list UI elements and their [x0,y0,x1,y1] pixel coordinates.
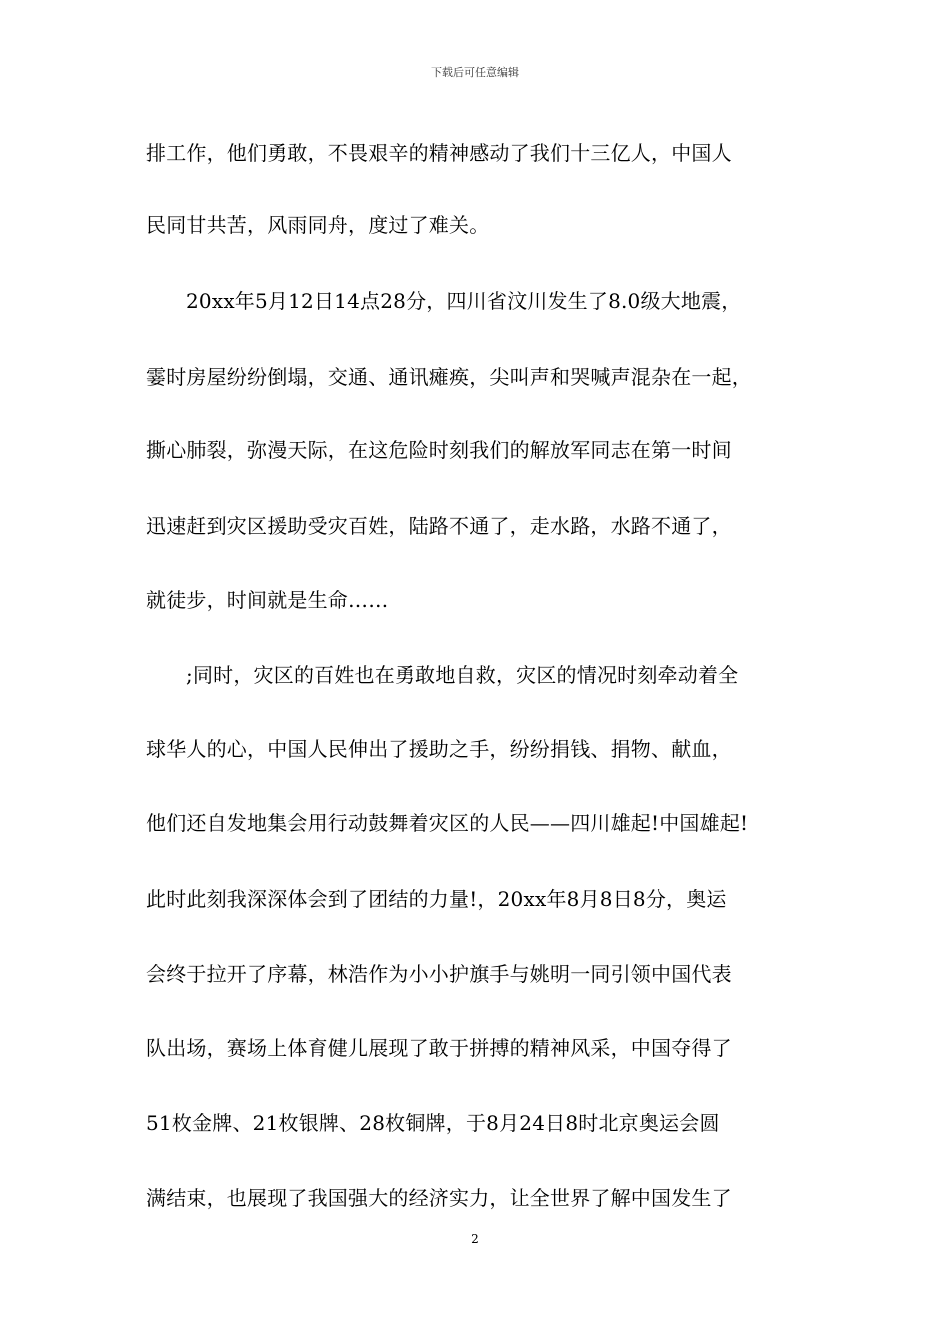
text-line: 51枚金牌、21枚银牌、28枚铜牌，于8月24日8时北京奥运会圆 [146,1111,720,1135]
page-number: 2 [471,1232,479,1246]
text-line: 民同甘共苦，风雨同舟，度过了难关。 [146,213,490,237]
text-line: 霎时房屋纷纷倒塌，交通、通讯瘫痪，尖叫声和哭喊声混杂在一起， [146,365,752,389]
text-line: 队出场，赛场上体育健儿展现了敢于拼搏的精神风采，中国夺得了 [146,1036,732,1060]
text-line: 球华人的心，中国人民伸出了援助之手，纷纷捐钱、捐物、献血， [146,737,732,761]
text-line: 撕心肺裂，弥漫天际，在这危险时刻我们的解放军同志在第一时间 [146,438,732,462]
text-line: 迅速赶到灾区援助受灾百姓，陆路不通了，走水路，水路不通了， [146,514,732,538]
text-line: 此时此刻我深深体会到了团结的力量!，20xx年8月8日8分，奥运 [146,887,727,911]
text-line: 排工作，他们勇敢，不畏艰辛的精神感动了我们十三亿人，中国人 [146,141,732,165]
text-line: 满结束，也展现了我国强大的经济实力，让全世界了解中国发生了 [146,1186,732,1210]
text-line: 20xx年5月12日14点28分，四川省汶川发生了8.0级大地震， [186,289,742,313]
text-line: ;同时，灾区的百姓也在勇敢地自救，灾区的情况时刻牵动着全 [186,663,739,687]
text-line: 他们还自发地集会用行动鼓舞着灾区的人民——四川雄起!中国雄起! [146,811,749,835]
text-line: 会终于拉开了序幕，林浩作为小小护旗手与姚明一同引领中国代表 [146,962,732,986]
page-header: 下载后可任意编辑 [431,66,519,79]
text-line: 就徒步，时间就是生命…… [146,588,389,612]
